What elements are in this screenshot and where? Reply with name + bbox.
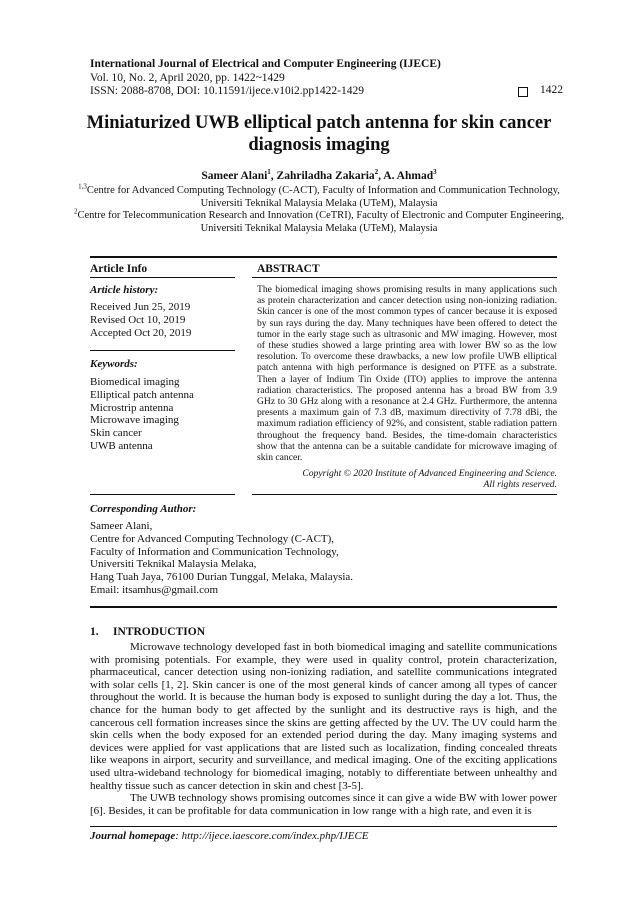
title-line-1: Miniaturized UWB elliptical patch antenna for skin cancer xyxy=(86,113,552,133)
abstract-text: The biomedical imaging shows promising results in many applications such as protein characterization and cancer detection using non-ionizing radiation. Skin cancer is one of the most common types of cancer because it is exposed by sun rays during the day. Many techniques have been offered to detect the tumor in the early stage such as ultrasonic and MW imaging. However, most of these studies showed a large printing area with lower BW so as the low resolution. To overcome these drawbacks, a new low profile UWB elliptical patch antenna with high performance is designed on PTFE as a substrate. Then a layer of Indium Tin Oxide (ITO) applies to improve the antenna radiation characteristics. The proposed antenna has a broad BW from 3.9 GHz to 30 GHz along with a resonance at 2.4 GHz. Furthermore, the antenna presents a maximum gain of 7.3 dB, maximum directivity of 7.78 dBi, the maximum radiation efficiency of 92%, and consistent, stable radiation pattern throughout the frequency band. Besides, the time-domain characteristics show that the antenna can be a suitable candidate for microwave imaging of skin cancer. xyxy=(257,284,557,464)
keyword-item: Skin cancer xyxy=(90,427,142,440)
journal-issn: ISSN: 2088-8708, DOI: 10.11591/ijece.v10i2.pp1422-1429 xyxy=(90,85,364,97)
journal-volume: Vol. 10, No. 2, April 2020, pp. 1422~1429 xyxy=(90,71,285,84)
affil-2-line-1: Centre for Telecommunication Research and Innovation (CeTRI), Faculty of Electronic and Computer Engineering, xyxy=(77,210,565,221)
footer-rule xyxy=(90,826,557,827)
journal-homepage xyxy=(90,830,369,842)
author-1: Sameer Alani xyxy=(201,170,268,182)
top-rule xyxy=(90,256,557,258)
page-number: 1422 xyxy=(540,84,563,96)
history-rule xyxy=(90,350,235,351)
introduction-body xyxy=(90,641,557,817)
affil-1-line-1: Centre for Advanced Computing Technology (C-ACT), Faculty of Information and Communication Technology, xyxy=(86,185,560,196)
keyword-item: UWB antenna xyxy=(90,439,153,452)
author-3-sup: 3 xyxy=(433,168,437,177)
corresponding-heading: Corresponding Author: xyxy=(90,503,197,515)
corresponding-author xyxy=(90,520,353,597)
article-info-rule xyxy=(90,277,235,278)
corr-line: Hang Tuah Jaya, 76100 Durian Tunggal, Melaka, Malaysia. xyxy=(90,571,354,584)
paper-title xyxy=(60,112,578,156)
keyword-item: Biomedical imaging xyxy=(90,376,180,388)
affil-1-line-2: Universiti Teknikal Malaysia Melaka (UTeM), Malaysia xyxy=(200,197,438,209)
corr-line: Faculty of Information and Communication Technology, xyxy=(90,545,339,558)
accepted-date: Accepted Oct 20, 2019 xyxy=(90,326,192,339)
keyword-item: Elliptical patch antenna xyxy=(90,388,194,401)
keyword-item: Microwave imaging xyxy=(90,414,179,427)
history-heading: Article history: xyxy=(90,284,159,296)
article-history xyxy=(90,301,191,339)
authors: Sameer Alani$^1$, Zahriladha Zakaria$^2$, A. Ahmad$^3$ xyxy=(201,168,437,182)
homepage-label: Journal homepage xyxy=(90,830,176,842)
affil-2-sup: 2 xyxy=(73,207,78,216)
revised-date: Revised Oct 10, 2019 xyxy=(90,313,186,326)
intro-paragraph-1: Microwave technology developed fast in both biomedical imaging and satellite communications with promising potentials. For example, they were used in quality control, protein characterization, pharmaceutical, cancer detection using non-ionizing radiation, and satellite communications integrated with solar cells [1, 2]. Skin cancer is one of the most general kinds of cancer among all types of cancer throughout the world. It is because the human body is exposed to sunlight during the day a lot. Thus, the chance for the human body to get affected by the sunlight and its destructive rays is high, and the cancerous cell formation increases since the skins are getting affected by the UV. The UV could harm the skin cells when the body exposed for an extended period during the day. Many imaging systems and devices were applied for vast applications that are listed such as localization, finding concealed threats like weapons in airport, security and surveillance, and medical imaging. One of the exciting applications used ultra-wideband technology for biomedical imaging, notably to differentiate between unhealthy and healthy tissue such as cancer detection in skin and chest [3-5]. xyxy=(90,641,557,792)
article-info-heading: Article Info xyxy=(90,263,148,275)
bottom-rule xyxy=(90,606,557,608)
author-2: Zahriladha Zakaria xyxy=(276,170,375,182)
corr-rule-left xyxy=(90,494,235,495)
received-date: Received Jun 25, 2019 xyxy=(90,301,191,313)
author-3: A. Ahmad xyxy=(383,170,434,182)
author-1-sup: 1 xyxy=(267,168,271,177)
keyword-item: Microstrip antenna xyxy=(90,401,174,414)
affil-2-line-2: Universiti Teknikal Malaysia Melaka (UTeM), Malaysia xyxy=(200,222,438,234)
page-box-icon xyxy=(518,87,528,97)
abstract-rule xyxy=(252,277,557,278)
corr-email: Email: itsamhus@gmail.com xyxy=(90,583,219,596)
copyright xyxy=(257,468,557,490)
corr-line: Centre for Advanced Computing Technology (C-ACT), xyxy=(90,532,335,545)
intro-paragraph-2: The UWB technology shows promising outcomes since it can give a wide BW with lower power [6]. Besides, it can be profitable for data communication in low range with a high rate, and even it is xyxy=(90,792,557,817)
keywords-heading: Keywords: xyxy=(90,358,138,370)
title-line-2: diagnosis imaging xyxy=(248,135,390,155)
keywords-list xyxy=(90,376,194,453)
copyright-line-2: All rights reserved. xyxy=(483,479,557,491)
journal-name: International Journal of Electrical and Computer Engineering (IJECE) xyxy=(90,58,441,70)
introduction-heading: 1. INTRODUCTION xyxy=(90,626,206,638)
affil-1-sup: 1,3 xyxy=(78,182,87,191)
copyright-line-1: Copyright © 2020 Institute of Advanced Engineering and Science. xyxy=(302,468,557,479)
homepage-url[interactable]: : http://ijece.iaescore.com/index.php/IJECE xyxy=(175,830,369,842)
corr-rule-right xyxy=(252,494,557,495)
affiliations xyxy=(70,182,568,235)
author-2-sup: 2 xyxy=(374,168,379,177)
corr-line: Universiti Teknikal Malaysia Melaka, xyxy=(90,558,257,571)
journal-header xyxy=(90,58,441,99)
abstract-heading: ABSTRACT xyxy=(257,263,320,275)
corr-line: Sameer Alani, xyxy=(90,520,153,532)
